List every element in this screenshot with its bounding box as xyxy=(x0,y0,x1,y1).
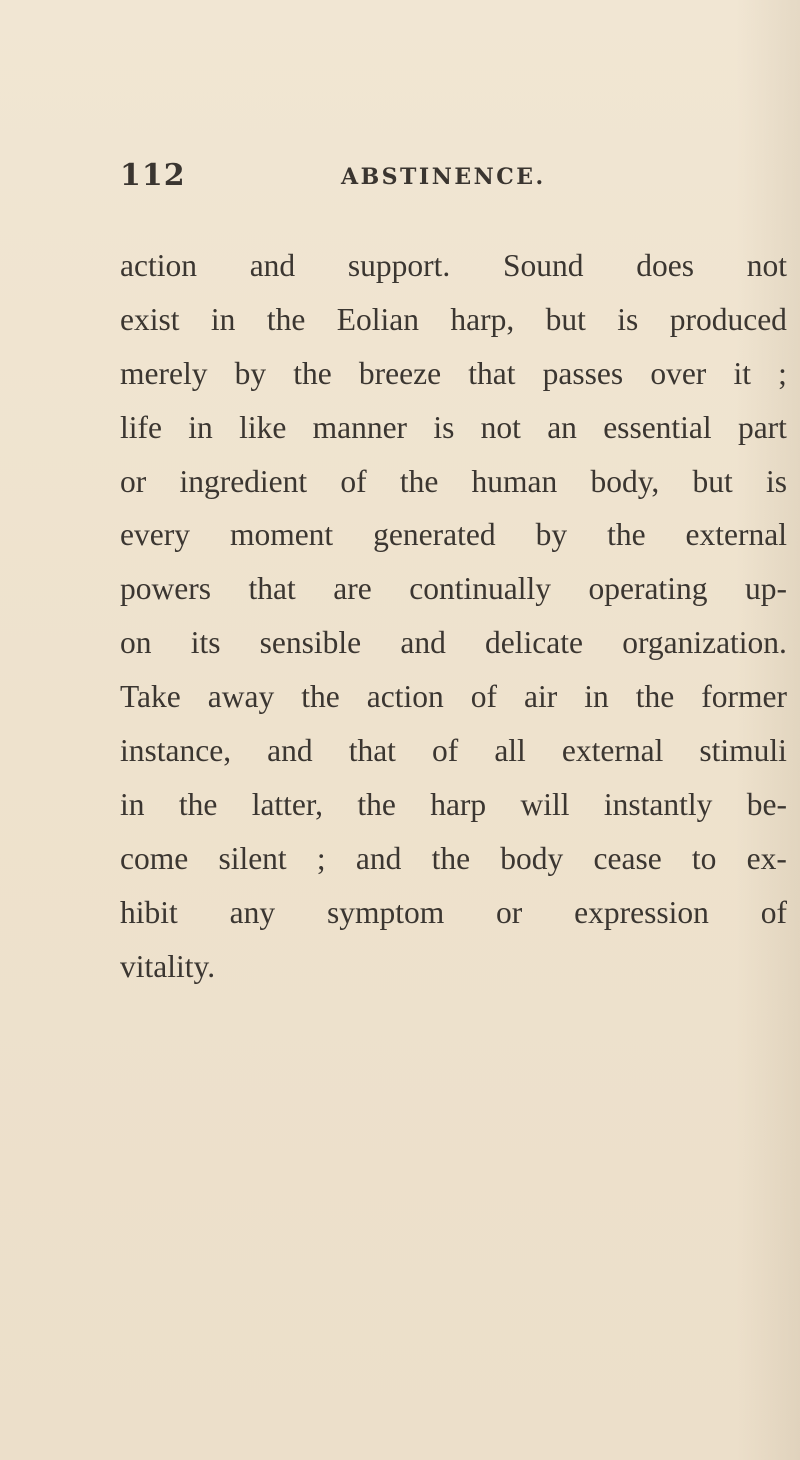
word: of xyxy=(340,463,367,499)
word: the xyxy=(301,679,340,715)
text-line xyxy=(120,401,787,455)
word: or xyxy=(120,463,147,499)
word: of xyxy=(760,894,787,930)
word: in xyxy=(584,679,609,715)
word: the xyxy=(178,786,218,822)
word: body xyxy=(500,840,564,876)
word: body, xyxy=(590,463,660,499)
word: and xyxy=(355,840,402,876)
word: action xyxy=(366,679,444,715)
word: and xyxy=(400,625,446,661)
word: support. xyxy=(347,248,451,283)
word: and xyxy=(249,248,296,283)
text-line xyxy=(120,455,787,509)
word: delicate xyxy=(485,625,583,661)
text-line xyxy=(120,239,787,293)
word: by xyxy=(234,355,267,391)
text-line xyxy=(120,886,787,940)
word: operating xyxy=(588,571,708,607)
word: the xyxy=(635,679,675,715)
word: up- xyxy=(744,571,787,607)
word: expression xyxy=(574,894,709,930)
word: its xyxy=(190,625,221,661)
page-number: 112 xyxy=(120,158,186,193)
word: in xyxy=(188,409,213,445)
word: of xyxy=(470,679,497,715)
word: exist xyxy=(120,301,180,337)
word: manner xyxy=(312,409,408,445)
word: essential xyxy=(603,409,712,445)
word: ex- xyxy=(746,840,787,876)
word: action xyxy=(120,248,197,283)
word: of xyxy=(432,733,459,769)
body-text xyxy=(120,239,787,993)
word: harp xyxy=(430,786,487,822)
word: the xyxy=(293,355,332,391)
text-line xyxy=(120,293,787,347)
word: is xyxy=(433,409,455,445)
word: generated xyxy=(373,517,496,553)
word: is xyxy=(765,463,787,499)
word: does xyxy=(636,248,694,283)
word: but xyxy=(545,301,586,337)
word: vitality. xyxy=(120,948,216,984)
word: powers xyxy=(120,571,211,607)
text-line xyxy=(120,616,787,670)
word: on xyxy=(120,625,152,661)
word: in xyxy=(210,301,236,337)
word: like xyxy=(239,409,287,445)
page-header xyxy=(0,158,800,198)
word: that xyxy=(348,733,396,769)
word: an xyxy=(547,409,577,445)
word: the xyxy=(431,840,471,876)
word: continually xyxy=(409,571,551,607)
word: produced xyxy=(669,301,787,337)
word: come xyxy=(120,840,189,876)
word: not xyxy=(480,409,521,445)
word: away xyxy=(207,679,275,715)
word: in xyxy=(120,786,145,822)
word: the xyxy=(266,301,306,337)
text-line xyxy=(120,347,787,401)
word: but xyxy=(692,463,733,499)
word: former xyxy=(701,679,787,715)
word: that xyxy=(248,571,296,607)
word: organization. xyxy=(622,625,787,661)
word: Take xyxy=(120,679,181,715)
word: that xyxy=(468,355,516,391)
word: Eolian xyxy=(336,301,419,337)
word: external xyxy=(685,517,787,553)
word: will xyxy=(520,786,570,822)
text-line xyxy=(120,724,787,778)
word: every xyxy=(120,517,190,553)
word: life xyxy=(120,409,162,445)
word: are xyxy=(333,571,372,607)
word: merely xyxy=(120,355,208,391)
word: part xyxy=(737,409,787,445)
text-line xyxy=(120,562,787,616)
word: breeze xyxy=(358,355,442,391)
word: human xyxy=(471,463,558,499)
word: harp, xyxy=(450,301,515,337)
word: silent xyxy=(218,840,287,876)
word: to xyxy=(691,840,717,876)
word: moment xyxy=(229,517,334,553)
word: the xyxy=(607,517,646,553)
word: ; xyxy=(316,840,326,876)
word: passes xyxy=(542,355,624,391)
text-line xyxy=(120,940,787,994)
word: all xyxy=(494,733,526,769)
word: any xyxy=(229,894,276,930)
word: instantly xyxy=(603,786,713,822)
running-head: ABSTINENCE. xyxy=(341,164,546,190)
text-line xyxy=(120,832,787,886)
word: sensible xyxy=(259,625,362,661)
word: ingredient xyxy=(179,463,308,499)
text-line xyxy=(120,508,787,562)
word: the xyxy=(399,463,439,499)
word: is xyxy=(617,301,639,337)
word: the xyxy=(357,786,396,822)
word: cease xyxy=(593,840,662,876)
word: or xyxy=(496,894,523,930)
word: over xyxy=(650,355,707,391)
text-line xyxy=(120,778,787,832)
word: stimuli xyxy=(699,733,787,769)
text-line xyxy=(120,670,787,724)
word: by xyxy=(535,517,568,553)
word: hibit xyxy=(120,894,178,930)
word: instance, xyxy=(120,733,232,769)
word: symptom xyxy=(326,894,445,930)
word: ; xyxy=(778,355,787,391)
word: latter, xyxy=(251,786,324,822)
word: external xyxy=(561,733,664,769)
word: be- xyxy=(746,786,787,822)
word: Sound xyxy=(502,248,584,283)
word: not xyxy=(746,248,787,283)
word: and xyxy=(267,733,313,769)
word: air xyxy=(524,679,558,715)
word: it xyxy=(733,355,751,391)
